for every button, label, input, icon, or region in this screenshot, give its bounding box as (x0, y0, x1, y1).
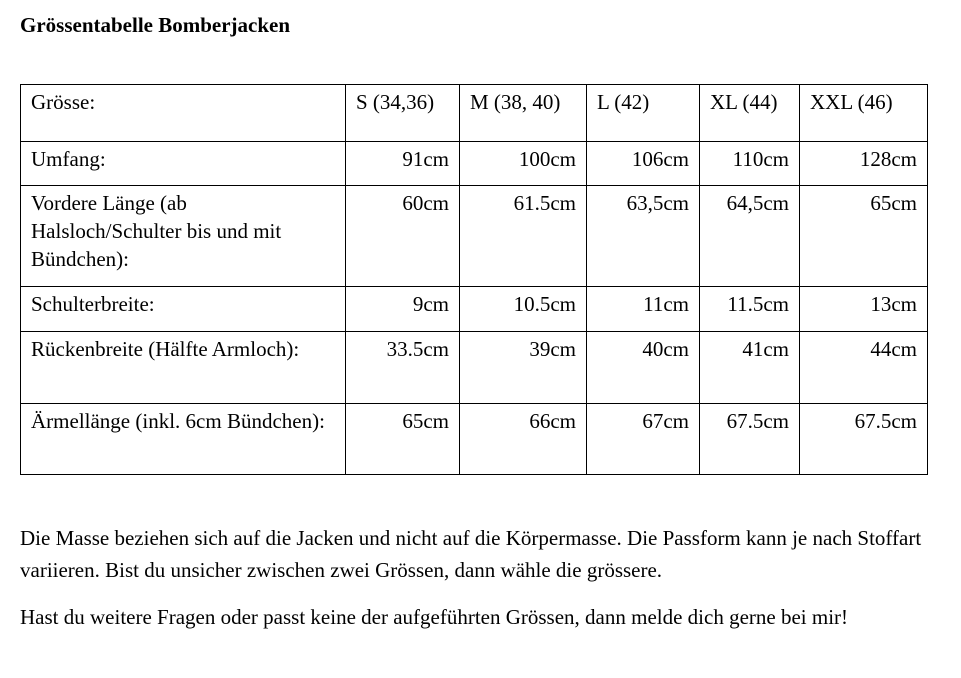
table-row (21, 142, 928, 186)
table-cell: 91cm (346, 142, 460, 186)
fit-note: Die Masse beziehen sich auf die Jacken und nicht auf die Körpermasse. Die Passform kann je nach Stoffart variieren. Bist du unsicher zwischen zwei Grössen, dann wähle die grössere. (20, 526, 922, 582)
row-label: Schulterbreite: (21, 287, 346, 332)
table-cell: 66cm (460, 404, 587, 475)
size-header-l: L (42) (587, 85, 700, 142)
row-label: Umfang: (21, 142, 346, 186)
table-header-row (21, 85, 928, 142)
size-header-xxl: XXL (46) (800, 85, 928, 142)
table-cell: 63,5cm (587, 186, 700, 287)
row-label: Rückenbreite (Hälfte Armloch): (21, 332, 346, 404)
table-row (21, 404, 928, 475)
row-label: Vordere Länge (ab Halsloch/Schulter bis und mit Bündchen): (21, 186, 346, 287)
table-cell: 65cm (800, 186, 928, 287)
table-cell: 67cm (587, 404, 700, 475)
table-cell: 40cm (587, 332, 700, 404)
table-cell: 41cm (700, 332, 800, 404)
size-header-m: M (38, 40) (460, 85, 587, 142)
size-header-xl: XL (44) (700, 85, 800, 142)
table-row (21, 332, 928, 404)
table-cell: 67.5cm (800, 404, 928, 475)
table-cell: 10.5cm (460, 287, 587, 332)
table-cell: 11cm (587, 287, 700, 332)
table-row (21, 287, 928, 332)
size-table (20, 84, 928, 475)
table-cell: 13cm (800, 287, 928, 332)
table-row (21, 186, 928, 287)
table-cell: 100cm (460, 142, 587, 186)
table-cell: 44cm (800, 332, 928, 404)
table-cell: 65cm (346, 404, 460, 475)
table-cell: 61.5cm (460, 186, 587, 287)
table-cell: 33.5cm (346, 332, 460, 404)
table-cell: 128cm (800, 142, 928, 186)
table-cell: 60cm (346, 186, 460, 287)
table-cell: 39cm (460, 332, 587, 404)
table-cell: 64,5cm (700, 186, 800, 287)
table-cell: 110cm (700, 142, 800, 186)
contact-note: Hast du weitere Fragen oder passt keine der aufgeführten Grössen, dann melde dich gerne bei mir! (20, 605, 849, 629)
page-title: Grössentabelle Bomberjacken (20, 13, 291, 37)
table-cell: 9cm (346, 287, 460, 332)
size-header-s: S (34,36) (346, 85, 460, 142)
row-label: Ärmellänge (inkl. 6cm Bündchen): (21, 404, 346, 475)
table-cell: 67.5cm (700, 404, 800, 475)
table-cell: 11.5cm (700, 287, 800, 332)
table-cell: 106cm (587, 142, 700, 186)
header-label: Grösse: (21, 85, 346, 142)
